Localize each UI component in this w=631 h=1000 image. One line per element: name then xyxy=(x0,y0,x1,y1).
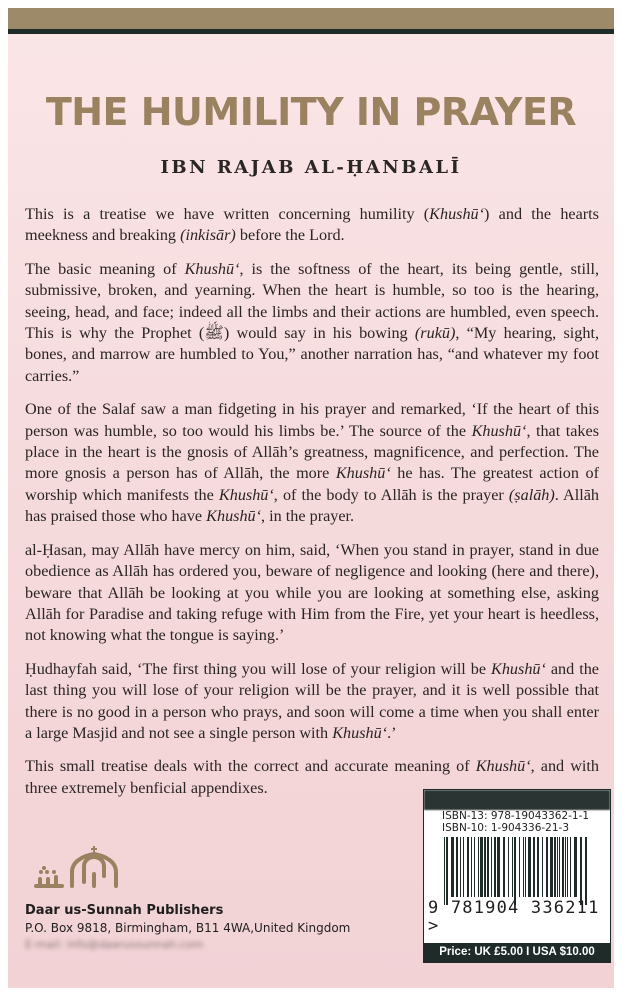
barcode-bar xyxy=(484,837,486,897)
barcode-bar xyxy=(525,837,526,897)
isbn-10: ISBN-10: 1-904336-21-3 xyxy=(442,822,570,834)
italic-term: Khushū‘ xyxy=(471,421,527,440)
barcode-bar xyxy=(512,837,513,897)
text-run: One of the Salaf saw a man fidgeting in his prayer and remarked, ‘If the heart of this person was humble, so too would his limbs be.’ The source of the xyxy=(25,400,599,440)
barcode-bar xyxy=(567,837,568,897)
barcode-bar xyxy=(446,837,448,905)
barcode-bar xyxy=(467,837,469,897)
barcode-bar xyxy=(444,837,445,905)
barcode-header-blurred xyxy=(424,790,610,810)
barcode-bar xyxy=(546,837,548,897)
text-run: . Allāh has praised those who have xyxy=(25,485,599,526)
blurb-paragraph xyxy=(25,259,599,387)
barcode-bar xyxy=(574,837,577,897)
barcode-bar xyxy=(554,837,556,897)
barcode-bar xyxy=(503,837,505,897)
italic-term: Khushū‘ xyxy=(475,757,531,776)
barcode-bar xyxy=(557,837,558,897)
barcode-bar xyxy=(478,837,479,897)
barcode-bar xyxy=(451,837,454,897)
barcode-bar xyxy=(565,837,566,897)
italic-term: Khushū‘ xyxy=(206,507,262,526)
blurb-text xyxy=(25,204,599,811)
blurb-paragraph xyxy=(25,659,599,745)
text-run: and the last thing you will lose of your religion will be the prayer, and it is well possible that there is no good in a person who prays, and soon will come a time when you shall enter a large Masjid and not see a single person with xyxy=(25,659,599,742)
text-run: , of the body to Allāh is the prayer xyxy=(273,485,509,504)
text-run: This small treatise deals with the correct and accurate meaning of xyxy=(25,757,476,776)
price-label: Price: UK £5.00 I USA $10.00 xyxy=(424,943,610,962)
barcode-bar xyxy=(580,837,582,905)
barcode-bar xyxy=(519,837,520,897)
barcode-bar xyxy=(542,837,543,897)
isbn-barcode-box xyxy=(423,789,611,963)
italic-term: Khushū‘ xyxy=(184,259,240,278)
text-run: , in the prayer. xyxy=(261,507,355,526)
top-divider-line xyxy=(8,29,614,34)
isbn-13: ISBN-13: 978-19043362-1-1 xyxy=(442,810,590,822)
barcode-bar xyxy=(474,837,475,897)
italic-term: (ṣalāh) xyxy=(508,485,555,504)
italic-term: (inkisār) xyxy=(180,226,236,245)
barcode-bar xyxy=(487,837,489,897)
barcode-bar xyxy=(456,837,458,897)
barcode-bar xyxy=(550,837,553,897)
barcode-bar xyxy=(491,837,492,897)
text-run: , is the softness of the heart, its being gentle, still, submissive, broken, and yearning. When the heart is humble, so too is the hearing, seeing, head, and face; indeed all the limbs and their actions are humbled, even speech. This is why the Prophet (ﷺ) would say in his bowing xyxy=(25,259,599,343)
text-run: .’ xyxy=(387,723,397,742)
barcode-bar xyxy=(494,837,496,897)
barcode-bar xyxy=(471,837,472,897)
italic-term: (rukū) xyxy=(414,324,456,343)
barcode-bar xyxy=(460,837,461,897)
barcode-bars xyxy=(444,837,594,905)
barcode-bar xyxy=(570,837,571,897)
book-back-cover xyxy=(8,8,614,988)
text-run: he has. The greatest action of worship which manifests the xyxy=(25,464,599,504)
top-color-band xyxy=(8,8,614,29)
publisher-email-blurred: E-mail: info@daarussunnah.com xyxy=(25,938,204,951)
blurb-paragraph xyxy=(25,204,599,247)
barcode-bar xyxy=(533,837,535,897)
barcode-digits: 9 781904 336211 > xyxy=(428,898,600,936)
italic-term: Khushū‘ xyxy=(335,464,391,483)
publisher-name: Daar us-Sunnah Publishers xyxy=(25,903,224,918)
author-name: IBN RAJAB AL-ḤANBALĪ xyxy=(160,157,462,178)
text-run: The basic meaning of xyxy=(25,259,185,278)
barcode-bar xyxy=(480,837,483,897)
barcode-bar xyxy=(497,837,500,897)
book-title: THE HUMILITY IN PRAYER xyxy=(45,90,577,134)
barcode-bar xyxy=(523,837,524,897)
text-run: Ḥudhayfah said, ‘The first thing you will lose of your religion will be xyxy=(25,659,492,678)
barcode-bar xyxy=(528,837,531,897)
barcode-bar xyxy=(463,837,464,897)
daar-us-sunnah-logo-icon xyxy=(32,846,124,894)
blurb-paragraph xyxy=(25,399,599,527)
text-run: , that takes place in the heart is the gnosis of Allāh’s greatness, magnificence, and perfection. The more gnosis a person has of Allāh, the more xyxy=(25,421,599,483)
italic-term: Khushū‘ xyxy=(332,723,388,742)
barcode-bar xyxy=(514,837,516,905)
barcode-bar xyxy=(508,837,509,897)
barcode-bar xyxy=(537,837,539,897)
text-run: before the Lord. xyxy=(235,226,345,245)
publisher-address: P.O. Box 9818, Birmingham, B11 4WA,United Kingdom xyxy=(25,921,351,935)
barcode-bar xyxy=(562,837,564,897)
barcode-bar xyxy=(559,837,560,897)
text-run: ) and the hearts meekness and breaking xyxy=(25,205,599,245)
italic-term: Khushū‘ xyxy=(491,659,546,678)
italic-term: Khushū‘ xyxy=(429,205,485,223)
blurb-paragraph xyxy=(25,540,599,647)
text-run: , and with three extremely benficial appendixes. xyxy=(25,757,599,797)
publisher-info xyxy=(25,902,350,953)
text-run: al-Ḥasan, may Allāh have mercy on him, said, ‘When you stand in prayer, stand in due obedience as Allāh has ordered you, beware of negligence and looking (here and there), beware that Allāh be looking at you while you are looking at something else, asking Allāh for Paradise and taking refuge with Him from the Fire, yet your heart is heedless, not knowing what the tongue is saying.’ xyxy=(25,540,599,645)
barcode-bar xyxy=(585,837,587,905)
text-run: This is a treatise we have written concerning humility ( xyxy=(25,205,430,223)
italic-term: Khushū‘ xyxy=(218,485,274,504)
text-run: , “My hearing, sight, bones, and marrow are humbled to You,” another narration has, “and whatever my foot carries.” xyxy=(25,324,599,385)
